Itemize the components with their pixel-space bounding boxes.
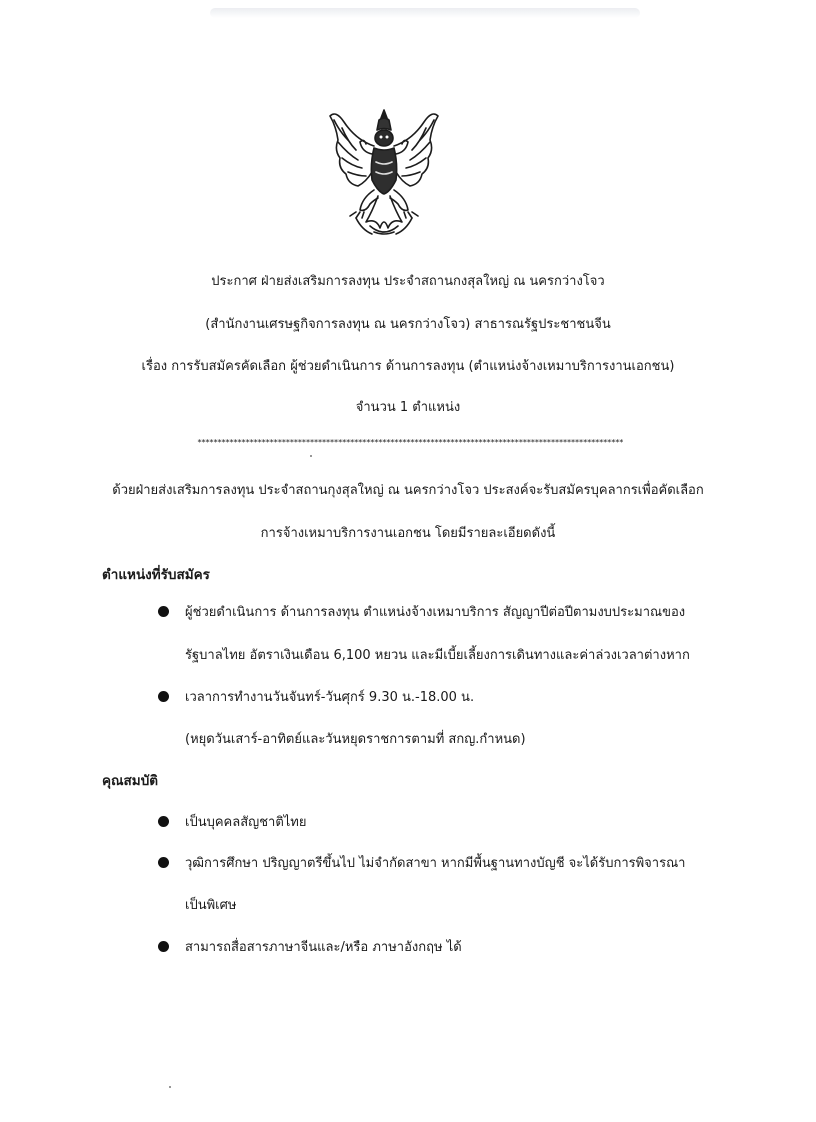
position-item-1-line-1: ผู้ช่วยดำเนินการ ด้านการลงทุน ตำแหน่งจ้างเหมาบริการ สัญญาปีต่อปีตามงบประมาณของ: [185, 605, 686, 620]
position-item-2-line-2: (หยุดวันเสาร์-อาทิตย์และวันหยุดราชการตามที่ สกญ.กำหนด): [185, 732, 526, 747]
qualification-item-2-line-1: วุฒิการศึกษา ปริญญาตรีขึ้นไป ไม่จำกัดสาขา หากมีพื้นฐานทางบัญชี จะได้รับการพิจารณา: [185, 856, 686, 871]
scan-speck: [310, 455, 312, 457]
garuda-emblem-icon: [326, 106, 442, 240]
qualification-item-2-line-2: เป็นพิเศษ: [185, 898, 237, 913]
announcement-office: (สำนักงานเศรษฐกิจการลงทุน ณ นครกว่างโจว) สาธารณรัฐประชาชนจีน: [205, 317, 611, 332]
scan-speck: [169, 1086, 171, 1088]
qualification-item-1-line-1: เป็นบุคคลสัญชาติไทย: [185, 815, 307, 830]
announcement-title: ประกาศ ฝ่ายส่งเสริมการลงทุน ประจำสถานกงสุลใหญ่ ณ นครกว่างโจว: [211, 274, 605, 289]
intro-paragraph-line-2: การจ้างเหมาบริการงานเอกชน โดยมีรายละเอียดดังนี้: [260, 526, 556, 541]
positions-heading: ตำแหน่งที่รับสมัคร: [102, 567, 210, 583]
bullet-icon: [158, 857, 169, 868]
intro-paragraph-line-1: ด้วยฝ่ายส่งเสริมการลงทุน ประจำสถานกุงสุลใหญ่ ณ นครกว่างโจว ประสงค์จะรับสมัครบุคลากรเพื่อคัดเลือก: [112, 483, 704, 498]
scan-shade: [210, 8, 640, 18]
asterisk-divider: **********************************************************************************************************: [197, 438, 623, 447]
bullet-icon: [158, 691, 169, 702]
qualification-item-3-line-1: สามารถสื่อสารภาษาจีนและ/หรือ ภาษาอังกฤษ ได้: [185, 940, 462, 955]
bullet-icon: [158, 816, 169, 827]
bullet-icon: [158, 606, 169, 617]
announcement-quantity: จำนวน 1 ตำแหน่ง: [355, 400, 461, 415]
bullet-icon: [158, 941, 169, 952]
position-item-2-line-1: เวลาการทำงานวันจันทร์-วันศุกร์ 9.30 น.-18.00 น.: [185, 690, 475, 705]
qualifications-heading: คุณสมบัติ: [102, 773, 159, 789]
position-item-1-line-2: รัฐบาลไทย อัตราเงินเดือน 6,100 หยวน และมีเบี้ยเลี้ยงการเดินทางและค่าล่วงเวลาต่างหาก: [185, 648, 690, 663]
announcement-subject: เรื่อง การรับสมัครคัดเลือก ผู้ช่วยดำเนินการ ด้านการลงทุน (ตำแหน่งจ้างเหมาบริการงานเอกชน): [141, 359, 675, 374]
